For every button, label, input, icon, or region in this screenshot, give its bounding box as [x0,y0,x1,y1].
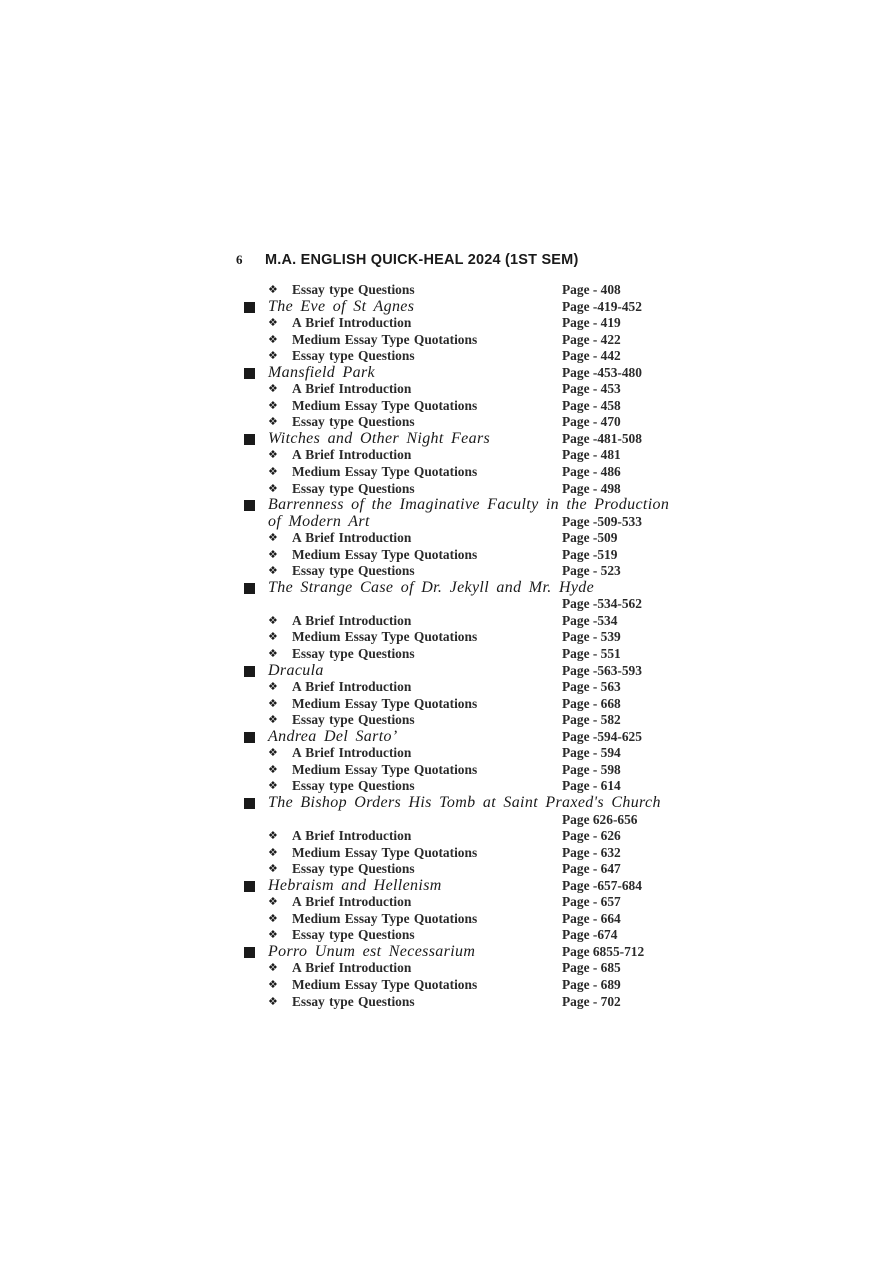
toc-section-row [244,977,664,994]
diamond-bullet-icon: ❖ [268,746,278,760]
square-bullet-icon [244,732,255,743]
diamond-bullet-icon: ❖ [268,316,278,330]
diamond-bullet-icon: ❖ [268,928,278,942]
square-bullet-icon [244,881,255,892]
toc-section-row [244,778,664,795]
toc-section-row [244,282,664,299]
toc-chapter-row [244,299,664,316]
section-label: A Brief Introduction [292,530,412,546]
page-reference: Page -519 [562,546,618,562]
toc-section-row [244,960,664,977]
toc-section-row [244,315,664,332]
page-reference: Page -594-625 [562,728,642,744]
toc-section-row [244,911,664,928]
page-reference: Page - 664 [562,910,621,926]
section-label: Essay type Questions [292,646,415,662]
square-bullet-icon [244,798,255,809]
page-reference: Page -509 [562,530,618,546]
diamond-bullet-icon: ❖ [268,779,278,793]
section-label: A Brief Introduction [292,828,412,844]
page-reference: Page -419-452 [562,298,642,314]
page-reference: Page - 657 [562,894,621,910]
toc-section-row [244,696,664,713]
toc-page-range-row [244,596,664,613]
toc-section-row [244,481,664,498]
toc-chapter-row [244,580,664,597]
diamond-bullet-icon: ❖ [268,564,278,578]
section-label: A Brief Introduction [292,315,412,331]
chapter-title: Mansfield Park [268,363,375,381]
chapter-title: Hebraism and Hellenism [268,876,442,894]
diamond-bullet-icon: ❖ [268,630,278,644]
diamond-bullet-icon: ❖ [268,465,278,479]
square-bullet-icon [244,583,255,594]
diamond-bullet-icon: ❖ [268,895,278,909]
page-reference: Page 6855-712 [562,943,645,959]
section-label: A Brief Introduction [292,679,412,695]
page-reference: Page - 598 [562,761,621,777]
diamond-bullet-icon: ❖ [268,961,278,975]
toc-section-row [244,447,664,464]
table-of-contents [244,282,670,1010]
diamond-bullet-icon: ❖ [268,398,278,412]
section-label: Essay type Questions [292,282,415,297]
square-bullet-icon [244,947,255,958]
diamond-bullet-icon: ❖ [268,613,278,627]
diamond-bullet-icon: ❖ [268,382,278,396]
section-label: Medium Essay Type Quotations [292,629,478,645]
section-label: Medium Essay Type Quotations [292,976,478,992]
toc-section-row [244,464,664,481]
running-head: M.A. ENGLISH QUICK-HEAL 2024 (1ST SEM) [265,252,579,268]
page-number: 6 [236,252,243,267]
toc-section-row [244,530,664,547]
toc-chapter-row [244,944,664,961]
page-reference: Page - 614 [562,778,621,794]
toc-page-range-row [244,812,664,829]
toc-section-row [244,381,664,398]
page-reference: Page - 408 [562,282,621,297]
section-label: A Brief Introduction [292,894,412,910]
page-reference: Page - 582 [562,712,621,728]
section-label: A Brief Introduction [292,960,412,976]
toc-section-row [244,845,664,862]
toc-section-row [244,994,664,1011]
toc-section-row [244,894,664,911]
page-reference: Page - 685 [562,960,621,976]
diamond-bullet-icon: ❖ [268,283,278,296]
page-reference: Page - 668 [562,695,621,711]
section-label: Essay type Questions [292,348,415,364]
diamond-bullet-icon: ❖ [268,332,278,346]
toc-section-row [244,745,664,762]
page-reference: Page -657-684 [562,877,642,893]
section-label: Essay type Questions [292,480,415,496]
diamond-bullet-icon: ❖ [268,647,278,661]
square-bullet-icon [244,666,255,677]
square-bullet-icon [244,302,255,313]
page-reference: Page 626-656 [562,811,638,827]
page-reference: Page -481-508 [562,430,642,446]
page-reference: Page - 419 [562,315,621,331]
square-bullet-icon [244,368,255,379]
page-reference: Page -563-593 [562,662,642,678]
chapter-title: The Strange Case of Dr. Jekyll and Mr. Hyde [268,578,595,596]
toc-chapter-row [244,431,664,448]
toc-section-row [244,613,664,630]
section-label: Medium Essay Type Quotations [292,844,478,860]
page-reference: Page - 702 [562,993,621,1009]
page-reference: Page - 626 [562,828,621,844]
chapter-title: The Bishop Orders His Tomb at Saint Praxed's Church [268,793,661,811]
page-reference: Page -674 [562,927,618,943]
diamond-bullet-icon: ❖ [268,911,278,925]
toc-section-row [244,828,664,845]
page-reference: Page - 458 [562,397,621,413]
section-label: Essay type Questions [292,712,415,728]
diamond-bullet-icon: ❖ [268,448,278,462]
chapter-title: Porro Unum est Necessarium [268,942,476,960]
diamond-bullet-icon: ❖ [268,696,278,710]
page-reference: Page - 632 [562,844,621,860]
page-reference: Page - 486 [562,464,621,480]
page-reference: Page - 539 [562,629,621,645]
section-label: Essay type Questions [292,993,415,1009]
toc-chapter-row [244,729,664,746]
page-header [236,252,579,270]
section-label: Essay type Questions [292,861,415,877]
diamond-bullet-icon: ❖ [268,762,278,776]
chapter-title: Barrenness of the Imaginative Faculty in the Production [268,496,670,514]
section-label: Medium Essay Type Quotations [292,331,478,347]
page-reference: Page - 442 [562,348,621,364]
toc-section-row [244,712,664,729]
page-reference: Page - 470 [562,414,621,430]
section-label: Medium Essay Type Quotations [292,910,478,926]
page-reference: Page - 551 [562,646,621,662]
square-bullet-icon [244,434,255,445]
toc-chapter-row [244,496,670,514]
toc-section-row [244,348,664,365]
diamond-bullet-icon: ❖ [268,349,278,363]
toc-chapter-row [244,365,664,382]
page-reference: Page - 523 [562,563,621,579]
toc-chapter-row [244,663,664,680]
page-reference: Page - 689 [562,976,621,992]
page-reference: Page -534 [562,612,618,628]
page-reference: Page - 422 [562,331,621,347]
page-reference: Page - 563 [562,679,621,695]
diamond-bullet-icon: ❖ [268,680,278,694]
diamond-bullet-icon: ❖ [268,845,278,859]
page-reference: Page - 647 [562,861,621,877]
toc-section-row [244,398,664,415]
toc-section-row [244,927,664,944]
diamond-bullet-icon: ❖ [268,829,278,843]
section-label: Essay type Questions [292,563,415,579]
section-label: Medium Essay Type Quotations [292,546,478,562]
diamond-bullet-icon: ❖ [268,977,278,991]
chapter-title: Witches and Other Night Fears [268,429,491,447]
page-reference: Page -509-533 [562,513,642,529]
toc-section-row [244,547,664,564]
page-reference: Page -534-562 [562,596,642,612]
page-reference: Page -453-480 [562,364,642,380]
section-label: Medium Essay Type Quotations [292,761,478,777]
square-bullet-icon [244,500,255,511]
diamond-bullet-icon: ❖ [268,713,278,727]
chapter-title-continuation: of Modern Art [268,512,370,530]
toc-section-row [244,861,664,878]
diamond-bullet-icon: ❖ [268,481,278,495]
toc-section-row [244,629,664,646]
section-label: Essay type Questions [292,414,415,430]
section-label: Essay type Questions [292,778,415,794]
toc-chapter-row [244,878,664,895]
section-label: A Brief Introduction [292,381,412,397]
section-label: A Brief Introduction [292,447,412,463]
section-label: Medium Essay Type Quotations [292,397,478,413]
page-reference: Page - 481 [562,447,621,463]
diamond-bullet-icon: ❖ [268,862,278,876]
toc-chapter-continuation-row [244,514,664,531]
diamond-bullet-icon: ❖ [268,547,278,561]
section-label: Medium Essay Type Quotations [292,464,478,480]
chapter-title: Dracula [268,661,324,679]
toc-section-row [244,332,664,349]
diamond-bullet-icon: ❖ [268,531,278,545]
toc-section-row [244,679,664,696]
section-label: A Brief Introduction [292,612,412,628]
toc-section-row [244,646,664,663]
toc-section-row [244,563,664,580]
section-label: Medium Essay Type Quotations [292,695,478,711]
section-label: Essay type Questions [292,927,415,943]
toc-section-row [244,762,664,779]
toc-chapter-row [244,795,664,812]
diamond-bullet-icon: ❖ [268,415,278,429]
page-reference: Page - 594 [562,745,621,761]
page-reference: Page - 453 [562,381,621,397]
diamond-bullet-icon: ❖ [268,994,278,1008]
toc-section-row [244,414,664,431]
section-label: A Brief Introduction [292,745,412,761]
chapter-title: The Eve of St Agnes [268,297,415,315]
page-reference: Page - 498 [562,480,621,496]
chapter-title: Andrea Del Sarto’ [268,727,398,745]
